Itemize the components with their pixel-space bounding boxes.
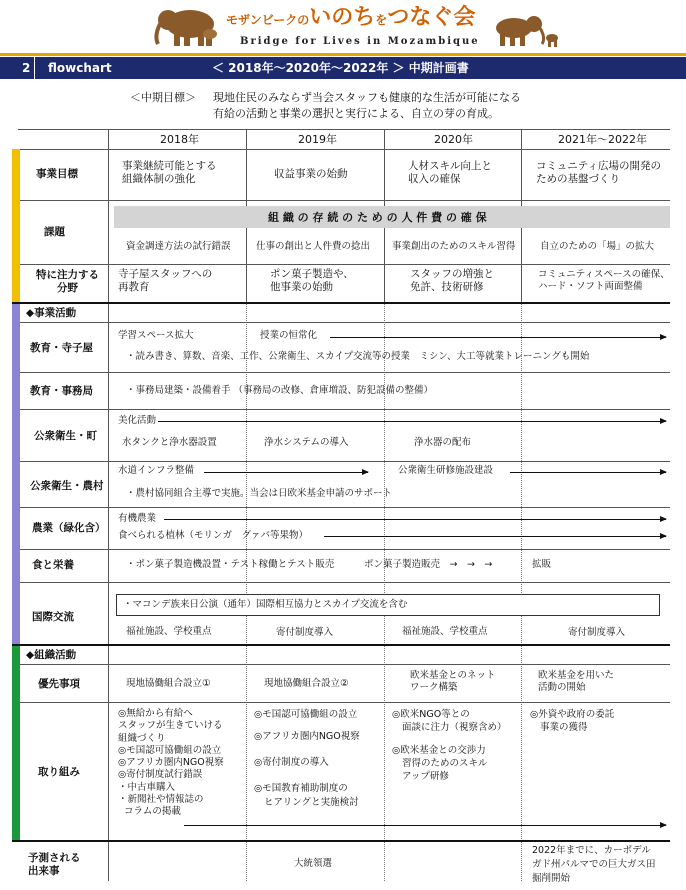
efforts-col3 xyxy=(392,708,507,783)
brand-title-part3: を xyxy=(375,13,388,27)
effort3-line: 面談に注力（視察含め） xyxy=(402,722,507,733)
year-2019: 2019年 xyxy=(298,133,337,146)
brand-title-part1: モザンビークの xyxy=(226,13,310,27)
priority-2020: 欧米基金とのネット ワーク構築 xyxy=(410,670,496,693)
objective-2021: コミュニティ広場の開発の ための基盤づくり xyxy=(536,160,661,186)
effort1-line: ・新聞社や情報誌の xyxy=(118,794,204,806)
agri-planting: 食べられる植林（モリンガ グァバ等果物） xyxy=(118,530,309,541)
label-bar-yellow xyxy=(12,149,20,302)
food-sales: ポン菓子製造販売 → → → xyxy=(364,559,493,570)
intl-2018: 福祉施設、学校重点 xyxy=(126,626,212,637)
effort3-line: ◎欧米基金との交渉力 xyxy=(392,745,486,756)
row-label-intl: 国際交流 xyxy=(32,611,74,623)
header-bar xyxy=(0,57,686,79)
hygiene-town-system: 浄水システムの導入 xyxy=(264,437,349,448)
row-label-efforts: 取り組み xyxy=(38,766,80,778)
hygiene-rural-note: ・農村協同組合主導で実施。当会は日欧米基金申請のサポート xyxy=(126,488,393,499)
edu-item-detail: ・読み書き、算数、音楽、工作、公衆衛生、スカイプ交流等の授業 ミシン、大工等就業トレーニングも開始 xyxy=(126,351,590,362)
issue-2019: 仕事の創出と人件費の捻出 xyxy=(256,241,371,252)
row-label-outcome: 予測される 出来事 xyxy=(28,852,81,878)
year-2021-2022: 2021年～2022年 xyxy=(558,133,647,146)
brand-title-part4: つなぐ会 xyxy=(387,5,476,30)
effort3-line: ◎欧米NGO等との xyxy=(392,709,470,720)
label-bar-green xyxy=(12,646,20,840)
efforts-col4 xyxy=(530,708,614,734)
header-title: ＜ 2018年～2020年～2022年 ＞ 中期計画書 xyxy=(212,61,469,75)
row-label-hygiene-rural: 公衆衛生・農村 xyxy=(30,480,104,492)
goal-line1: 現地住民のみならず当会スタッフも健康的な生活が可能になる xyxy=(213,91,521,104)
effort1-line: 組織づくり xyxy=(118,732,166,744)
hygiene-town-beautify: 美化活動 xyxy=(118,415,157,426)
year-2018: 2018年 xyxy=(160,133,199,146)
efforts-col1 xyxy=(118,708,224,819)
row-label-office: 教育・事務局 xyxy=(30,385,93,397)
effort1-line: ◎モ国認可協働組の設立 xyxy=(118,744,222,756)
brand-title xyxy=(226,4,475,32)
hygiene-town-arrow xyxy=(158,421,666,422)
objective-2019: 収益事業の始動 xyxy=(274,168,348,180)
intl-2020: 福祉施設、学校重点 xyxy=(402,626,488,637)
focus-2019: ポン菓子製造や、 他事業の始動 xyxy=(270,268,354,294)
effort3-line: アップ研修 xyxy=(402,771,449,782)
effort3-line: 習得のためのスキル xyxy=(402,758,488,769)
efforts-col2 xyxy=(254,708,360,810)
hygiene-town-distribute: 浄水器の配布 xyxy=(414,437,472,448)
agri-organic: 有機農業 xyxy=(118,513,157,524)
row-label-hygiene-town: 公衆衛生・町 xyxy=(34,430,97,442)
hygiene-rural-infra: 水道インフラ整備 xyxy=(118,465,195,476)
outcome-2021: 2022年までに、カーボデル ガド州パルマでの巨大ガス田 掘削開始 xyxy=(532,845,656,884)
brand-subtitle: Bridge for Lives in Mozambique xyxy=(240,36,480,47)
effort2-line: ◎モ国教育補助制度の xyxy=(254,783,348,794)
effort2-line: ◎寄付制度の導入 xyxy=(254,757,329,768)
objective-2020: 人材スキル向上と 収入の確保 xyxy=(408,160,492,186)
row-label-education: 教育・寺子屋 xyxy=(30,342,93,354)
label-bar-purple xyxy=(12,304,20,644)
outcome-2019: 大統領選 xyxy=(294,858,333,869)
effort2-line: ◎モ国認可協働組の設立 xyxy=(254,709,358,720)
edu-arrow xyxy=(330,337,666,338)
food-expand: 拡販 xyxy=(532,559,552,570)
priority-2018: 現地協働組合設立① xyxy=(126,678,211,689)
brand-title-part2: いのち xyxy=(309,5,376,30)
intl-2021: 寄付制度導入 xyxy=(568,627,626,638)
header-number: 2 xyxy=(22,61,31,75)
year-2020: 2020年 xyxy=(434,133,473,146)
office-item: ・事務局建築・設備着手 （事務局の改修、倉庫増設、防犯設備の整備） xyxy=(126,385,434,396)
edu-item-regular: 授業の恒常化 xyxy=(260,330,318,341)
effort2-line: ◎アフリカ圏内NGO視察 xyxy=(254,731,360,742)
effort1-line: ・中古車購入 xyxy=(118,781,176,793)
priority-2019: 現地協働組合設立② xyxy=(264,678,349,689)
row-label-priority: 優先事項 xyxy=(38,678,80,690)
section-org: ◆組織活動 xyxy=(26,649,77,661)
effort2-line: ヒアリングと実施検討 xyxy=(264,797,359,808)
row-label-focus: 特に注力する 分野 xyxy=(36,269,99,295)
row-label-food: 食と栄養 xyxy=(32,559,74,571)
focus-2021: コミュニティスペースの確保、 ハード・ソフト両面整備 xyxy=(538,269,670,292)
goal-line2: 有給の活動と事業の選択と実行による、自立の芽の育成。 xyxy=(213,107,499,120)
effort1-line: スタッフが生きていける xyxy=(118,720,223,732)
header-label: flowchart xyxy=(48,61,112,75)
effort4-line: 事業の獲得 xyxy=(540,722,588,733)
efforts-arrow xyxy=(184,825,666,826)
hygiene-rural-facility: 公衆衛生研修施設建設 xyxy=(398,465,494,476)
issue-2020: 事業創出のためのスキル習得 xyxy=(392,241,516,252)
issue-2021: 自立のための「場」の拡大 xyxy=(540,241,655,252)
issues-banner xyxy=(114,206,670,228)
intl-box xyxy=(116,594,660,616)
hygiene-rural-arrow1 xyxy=(204,472,368,473)
agri-arrow2 xyxy=(324,536,666,537)
priority-2021: 欧米基金を用いた 活動の開始 xyxy=(538,670,615,693)
effort1-line: ◎無給から有給へ xyxy=(118,708,193,719)
food-machine: ・ポン菓子製造機設置・テスト稼働とテスト販売 xyxy=(126,559,335,570)
effort1-line: ◎寄付制度試行錯誤 xyxy=(118,769,203,781)
hygiene-rural-arrow2 xyxy=(510,472,666,473)
effort4-line: ◎外資や政府の委託 xyxy=(530,709,615,720)
effort1-line: コラムの掲載 xyxy=(124,806,181,818)
header-orange-line xyxy=(0,53,686,56)
issues-banner-text: 組 織 の 存 続 の た め の 人 件 費 の 確 保 xyxy=(268,211,487,224)
focus-2020: スタッフの増強と 免許、技術研修 xyxy=(410,268,494,294)
effort1-line: ◎アフリカ圏内NGO視察 xyxy=(118,757,224,769)
edu-item-space: 学習スペース拡大 xyxy=(118,330,194,341)
goal-label: ＜中期目標＞ xyxy=(130,91,196,104)
row-label-objective: 事業目標 xyxy=(36,168,78,180)
intl-box-text: ・マコンデ族来日公演（通年）国際相互協力とスカイプ交流を含む xyxy=(123,599,408,610)
intl-2019: 寄付制度導入 xyxy=(276,627,334,638)
section-business: ◆事業活動 xyxy=(26,307,77,319)
objective-2018: 事業継続可能とする 組織体制の強化 xyxy=(122,160,217,186)
logo-area xyxy=(150,2,560,50)
elephant-left-icon xyxy=(150,4,222,48)
row-label-agriculture: 農業（緑化含） xyxy=(32,522,106,534)
agri-arrow1 xyxy=(164,519,666,520)
focus-2018: 寺子屋スタッフへの 再教育 xyxy=(118,268,213,294)
row-label-issues: 課題 xyxy=(44,226,65,238)
issue-2018: 資金調達方法の試行錯誤 xyxy=(126,241,231,252)
elephant-right-icon xyxy=(490,12,560,48)
hygiene-town-tank: 水タンクと浄水器設置 xyxy=(122,437,217,448)
